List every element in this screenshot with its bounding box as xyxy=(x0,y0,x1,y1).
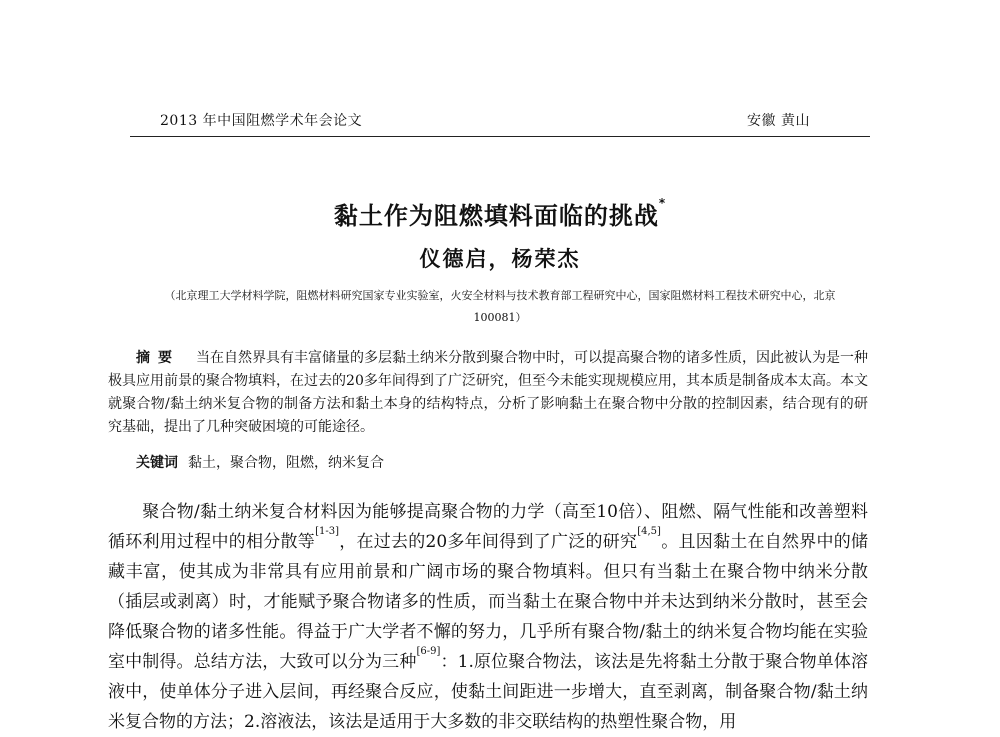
citation-3: [6-9] xyxy=(416,646,441,657)
header-conference: 2013 年中国阻燃学术年会论文 xyxy=(160,113,363,129)
header-location: 安徽 黄山 xyxy=(747,113,810,129)
paper-title xyxy=(0,196,1000,231)
affiliation: （北京理工大学材料学院，阻燃材料研究国家专业实验室，火安全材料与技术教育部工程研究中心，国家阻燃材料工程技术研究中心，北京 100081） xyxy=(164,289,836,324)
authors: 仪德启，杨荣杰 xyxy=(419,247,581,271)
keywords-label: 关键词 xyxy=(136,455,178,471)
abstract xyxy=(108,347,868,439)
keywords xyxy=(136,452,384,472)
running-header xyxy=(160,110,810,136)
body-text-part-4: ：1.原位聚合物法，该法是先将黏土分散于聚合物单体溶液中，使单体分子进入层间，再经聚合反应，使黏土间距进一步增大，直至剥离，制备聚合物/黏土纳米复合物的方法；2.溶液法，该法是适用于大多数的非交联结构的热塑性聚合物，用 xyxy=(108,652,869,732)
citation-1: [1-3] xyxy=(315,526,339,537)
body-text-part-1: 聚合物/黏土纳米复合材料因为能够提高聚合物的力学（高至10倍）、阻燃、隔气性能和改善塑料循环利用过程中的相分散等 xyxy=(108,502,868,552)
header-divider xyxy=(130,136,870,137)
paper-title-text: 黏土作为阻燃填料面临的挑战 xyxy=(333,202,659,230)
body-text-part-3: 。且因黏土在自然界中的储藏丰富，使其成为非常具有应用前景和广阔市场的聚合物填料。但只有当黏土在聚合物中纳米分散（插层或剥离）时，才能赋予聚合物诸多的性质，而当黏土在聚合物中并未达到纳米分散时，甚至会降低聚合物的诸多性能。得益于广大学者不懈的努力，几乎所有聚合物/黏土的纳米复合物均能在实验室中制得。总结方法，大致可以分为三种 xyxy=(108,532,869,672)
title-footnote-mark: * xyxy=(658,196,667,210)
keywords-text: 黏土，聚合物，阻燃，纳米复合 xyxy=(188,455,384,471)
abstract-label: 摘要 xyxy=(136,350,180,366)
abstract-text: 当在自然界具有丰富储量的多层黏土纳米分散到聚合物中时，可以提高聚合物的诸多性质，因此被认为是一种极具应用前景的聚合物填料，在过去的20多年间得到了广泛研究，但至今未能实现规模应用，其本质是制备成本太高。本文就聚合物/黏土纳米复合物的制备方法和黏土本身的结构特点，分析了影响黏土在聚合物中分散的控制因素，结合现有的研究基础，提出了几种突破困境的可能途径。 xyxy=(108,350,868,435)
citation-2: [4,5] xyxy=(637,526,661,537)
body-paragraph xyxy=(108,497,868,737)
body-text-part-2: ，在过去的20多年间得到了广泛的研究 xyxy=(338,532,638,552)
